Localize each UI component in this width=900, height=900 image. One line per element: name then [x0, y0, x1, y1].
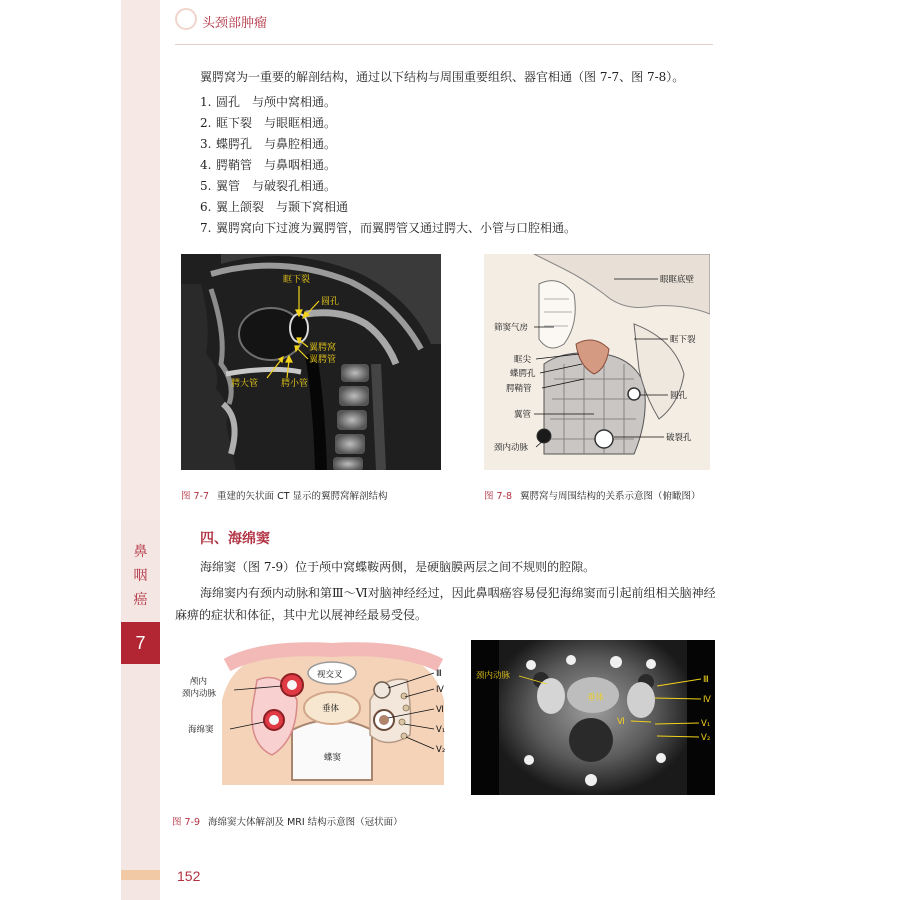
- anat-label-cn3: Ⅲ: [436, 669, 442, 679]
- list-item-number: 1.: [200, 95, 212, 109]
- figure-7-7-ct-image: [181, 254, 441, 470]
- mri-scan-drawing: [471, 640, 715, 795]
- cavernous-sinus-anatomy: [172, 640, 456, 795]
- list-item-number: 6.: [200, 200, 212, 214]
- mri-label-internal-carotid: 颈内动脉: [476, 671, 511, 681]
- anat-label-intracranial: 颅内: [190, 677, 208, 687]
- diag-label-orbital-apex: 眶尖: [514, 355, 532, 365]
- mri-label-pituitary: 垂体: [587, 693, 605, 703]
- anat-label-internal-carotid: 颈内动脉: [182, 689, 217, 699]
- anat-label-pituitary: 垂体: [322, 704, 340, 714]
- chapter-name-char-1: 鼻: [133, 544, 148, 560]
- chapter-name-char-3: 癌: [133, 592, 148, 608]
- intro-paragraph: 翼腭窝为一重要的解剖结构，通过以下结构与周围重要组织、器官相通（图 7-7、图 7-8）。: [200, 70, 685, 84]
- mri-label-cn3: Ⅲ: [703, 675, 709, 685]
- list-item-text: 翼管 与破裂孔相通。: [216, 179, 337, 193]
- figure-7-8-caption-text: 翼腭窝与周围结构的关系示意图（俯瞰图）: [520, 491, 701, 502]
- list-item-number: 4.: [200, 158, 212, 172]
- diag-label-infraorbital-fissure: 眶下裂: [670, 335, 696, 345]
- chapter-name-char-2: 咽: [133, 568, 148, 584]
- mri-label-v2: V₂: [701, 733, 711, 743]
- figure-7-9-anatomy-drawing: [172, 640, 456, 795]
- chapter-number-tab: 7: [121, 622, 160, 664]
- figure-7-7-caption: [181, 488, 388, 502]
- ct-label-greater-palatine-canal: 腭大管: [231, 379, 259, 389]
- list-item-number: 7.: [200, 221, 212, 235]
- mri-label-cn6: Ⅵ: [617, 717, 625, 727]
- ct-label-lesser-palatine-canal: 腭小管: [281, 379, 309, 389]
- figure-7-9-mri-image: [471, 640, 715, 795]
- chapter-name-vertical: [121, 540, 160, 612]
- side-strip: [121, 0, 160, 900]
- anat-label-v2: V₂: [436, 745, 446, 755]
- list-item-text: 翼腭窝向下过渡为翼腭管，而翼腭管又通过腭大、小管与口腔相通。: [216, 221, 577, 235]
- diag-label-internal-carotid: 颈内动脉: [494, 443, 529, 453]
- list-item: [200, 198, 348, 215]
- paragraph-2-line-2: 麻痹的症状和体征，其中尤以展神经最易受侵。: [175, 608, 428, 622]
- figure-7-8-number: 图 7-8: [484, 491, 513, 502]
- list-item-number: 5.: [200, 179, 212, 193]
- anat-label-sphenoid-sinus: 蝶窦: [324, 753, 342, 763]
- side-strip-band: [121, 0, 160, 520]
- header-logo-icon: [175, 8, 197, 30]
- list-item-text: 翼上颌裂 与颞下窝相通: [216, 200, 349, 214]
- anat-label-cn6: Ⅵ: [436, 705, 444, 715]
- figure-7-7-caption-text: 重建的矢状面 CT 显示的翼腭窝解剖结构: [217, 491, 388, 502]
- diag-label-sphenopalatine-foramen: 蝶腭孔: [510, 369, 536, 379]
- figure-7-7-number: 图 7-7: [181, 491, 210, 502]
- figure-7-9-number: 图 7-9: [172, 817, 201, 828]
- diag-label-foramen-rotundum: 圆孔: [670, 391, 688, 401]
- header-rule: [175, 44, 713, 45]
- list-item-text: 蝶腭孔 与鼻腔相通。: [216, 137, 337, 151]
- list-item: [200, 156, 336, 173]
- figure-7-8-caption: [484, 488, 701, 502]
- anat-label-v1: V₁: [436, 725, 446, 735]
- list-item: [200, 93, 336, 110]
- list-item: [200, 135, 336, 152]
- ct-scan-drawing: [181, 254, 441, 470]
- anat-label-optic-chiasm: 视交叉: [317, 670, 343, 680]
- anat-label-cavernous-sinus: 海绵窦: [188, 725, 214, 735]
- section-heading: 四、海绵窦: [200, 531, 270, 547]
- diag-label-foramen-lacerum: 破裂孔: [666, 433, 692, 443]
- footer-band: [121, 870, 160, 880]
- figure-7-9-caption-text: 海绵窦大体解剖及 MRI 结构示意图（冠状面）: [208, 817, 403, 828]
- schematic-drawing: [484, 254, 710, 470]
- ct-label-foramen-rotundum: 圆孔: [321, 297, 340, 307]
- list-item: [200, 114, 336, 131]
- ct-label-pterygopalatine-fossa: 翼腭窝: [309, 343, 337, 353]
- ct-label-pterygopalatine-canal: 翼腭管: [309, 355, 337, 365]
- diag-label-pterygoid-canal: 翼管: [514, 410, 532, 420]
- list-item-text: 圆孔 与颅中窝相通。: [216, 95, 337, 109]
- list-item-number: 2.: [200, 116, 212, 130]
- list-item: [200, 219, 576, 236]
- list-item: [200, 177, 336, 194]
- figure-7-8-diagram: [484, 254, 710, 470]
- running-header-title: 头颈部肿瘤: [202, 16, 268, 31]
- list-item-text: 眶下裂 与眼眶相通。: [216, 116, 337, 130]
- ct-label-infraorbital-fissure: 眶下裂: [283, 275, 311, 285]
- list-item-text: 腭鞘管 与鼻咽相通。: [216, 158, 337, 172]
- mri-label-cn4: Ⅳ: [703, 695, 711, 705]
- anat-label-cn4: Ⅳ: [436, 685, 444, 695]
- paragraph-1: 海绵窦（图 7-9）位于颅中窝蝶鞍两侧，是硬脑膜两层之间不规则的腔隙。: [200, 560, 596, 574]
- figure-7-9-caption: [172, 814, 403, 828]
- paragraph-2-line-1: 海绵窦内有颈内动脉和第Ⅲ～Ⅵ对脑神经经过，因此鼻咽癌容易侵犯海绵窦而引起前组相关脑神经: [200, 586, 716, 600]
- mri-label-v1: V₁: [701, 719, 711, 729]
- diag-label-palatovaginal-canal: 腭鞘管: [506, 384, 532, 394]
- diag-label-orbital-floor: 眼眶底壁: [660, 275, 695, 285]
- page-number: 152: [177, 868, 201, 884]
- list-item-number: 3.: [200, 137, 212, 151]
- diag-label-ethmoid-cells: 筛窦气房: [494, 323, 529, 333]
